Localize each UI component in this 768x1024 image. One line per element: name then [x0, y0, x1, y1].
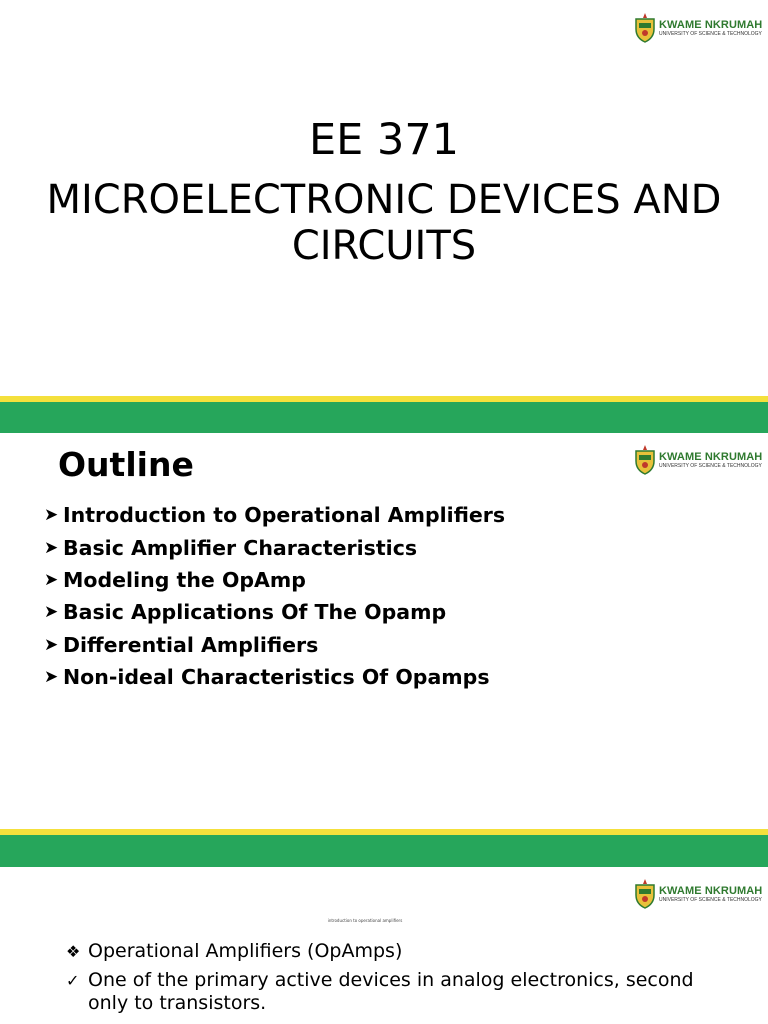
arrow-bullet-icon: ➤ [44, 602, 59, 623]
crest-icon [634, 879, 656, 909]
outline-item [44, 531, 505, 563]
outline-item [44, 564, 505, 596]
outline-title: Outline [58, 445, 194, 484]
green-stripe [0, 402, 768, 433]
logo-name: KWAME NKRUMAH [659, 450, 763, 463]
outline-item [44, 661, 505, 693]
outline-item-label: Modeling the OpAmp [63, 567, 306, 592]
crest-icon [634, 445, 656, 475]
logo-subtitle: UNIVERSITY OF SCIENCE & TECHNOLOGY [659, 30, 762, 37]
outline-slide [0, 433, 768, 867]
content-slide [0, 867, 768, 1024]
crest-icon [634, 13, 656, 43]
outline-item-label: Basic Applications Of The Opamp [63, 600, 447, 625]
outline-item [44, 629, 505, 661]
logo-subtitle: UNIVERSITY OF SCIENCE & TECHNOLOGY [659, 896, 762, 903]
checkmark-bullet-icon: ✓ [66, 971, 80, 990]
outline-item-label: Differential Amplifiers [63, 632, 319, 657]
logo-name: KWAME NKRUMAH [659, 884, 763, 897]
green-stripe [0, 835, 768, 867]
content-item [66, 969, 716, 1015]
outline-item [44, 499, 505, 531]
arrow-bullet-icon: ➤ [44, 667, 59, 688]
arrow-bullet-icon: ➤ [44, 569, 59, 590]
arrow-bullet-icon: ➤ [44, 634, 59, 655]
course-title: MICROELECTRONIC DEVICES AND CIRCUITS [46, 177, 722, 269]
arrow-bullet-icon: ➤ [44, 505, 59, 526]
course-code: EE 371 [308, 115, 460, 165]
arrow-bullet-icon: ➤ [44, 537, 59, 558]
outline-item-label: Non-ideal Characteristics Of Opamps [63, 665, 490, 690]
university-logo [634, 445, 762, 475]
university-logo [634, 879, 762, 909]
logo-name: KWAME NKRUMAH [659, 18, 763, 31]
slide-heading: introduction to operational amplifiers [327, 918, 403, 923]
content-list [66, 940, 716, 1021]
outline-item-label: Basic Amplifier Characteristics [63, 535, 418, 560]
outline-item-label: Introduction to Operational Amplifiers [63, 503, 506, 528]
content-item-text: Operational Amplifiers (OpAmps) [88, 940, 403, 962]
title-slide [0, 0, 768, 433]
logo-subtitle: UNIVERSITY OF SCIENCE & TECHNOLOGY [659, 462, 762, 469]
content-item-text: One of the primary active devices in analog electronics, second only to transistors. [88, 969, 694, 1014]
outline-list [44, 499, 505, 693]
content-item [66, 940, 716, 963]
diamond-bullet-icon: ❖ [66, 942, 81, 961]
university-logo [634, 13, 762, 43]
outline-item [44, 596, 505, 628]
